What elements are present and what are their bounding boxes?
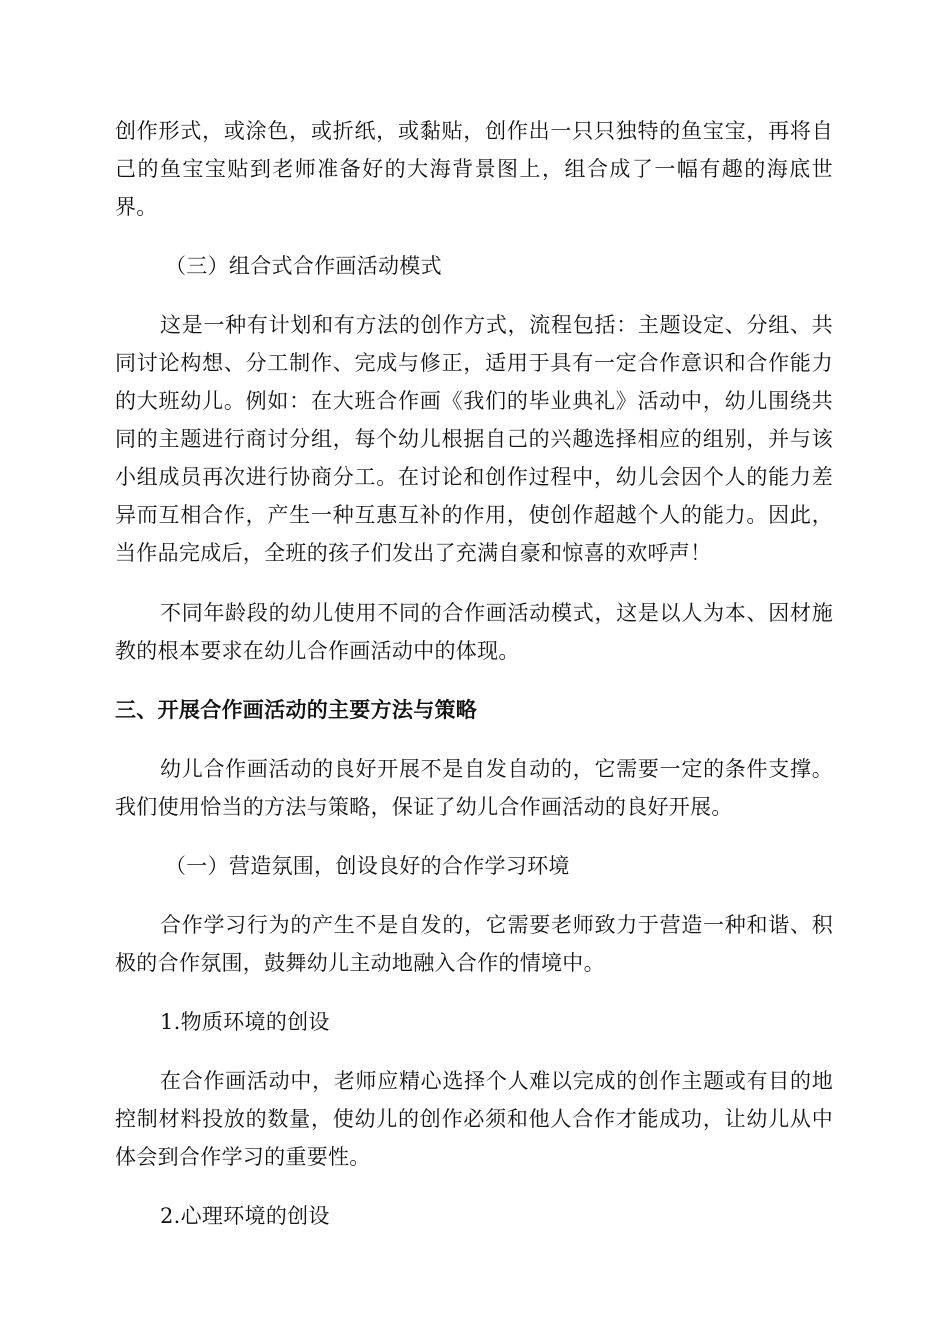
paragraph-continuation: 创作形式，或涂色，或折纸，或黏贴，创作出一只只独特的鱼宝宝，再将自己的鱼宝宝贴到老师准备好的大海背景图上，组合成了一幅有趣的海底世界。 [115, 119, 833, 219]
paragraph-age-groups: 不同年龄段的幼儿使用不同的合作画活动模式，这是以人为本、因材施教的根本要求在幼儿合作画活动中的体现。 [115, 601, 833, 663]
paragraph-combined-mode: 这是一种有计划和有方法的创作方式，流程包括：主题设定、分组、共同讨论构想、分工制作、完成与修正，适用于具有一定合作意识和合作能力的大班幼儿。例如：在大班合作画《我们的毕业典礼》活动中，幼儿围绕共同的主题进行商讨分组，每个幼儿根据自己的兴趣选择相应的组别，并与该小组成员再次进行协商分工。在讨论和创作过程中，幼儿会因个人的能力差异而互相合作，产生一种互惠互补的作用，使创作超越个人的能力。因此，当作品完成后，全班的孩子们发出了充满自豪和惊喜的欢呼声！ [115, 313, 833, 565]
paragraph-material-environment: 在合作画活动中，老师应精心选择个人难以完成的创作主题或有目的地控制材料投放的数量，使幼儿的创作必须和他人合作才能成功，让幼儿从中体会到合作学习的重要性。 [115, 1069, 833, 1169]
subheading-combined-mode: （三）组合式合作画活动模式 [165, 254, 442, 278]
document-body [115, 112, 833, 1235]
subheading-material-environment: 1.物质环境的创设 [160, 1010, 330, 1034]
section-heading-methods: 三、开展合作画活动的主要方法与策略 [115, 697, 478, 722]
subheading-psychological-environment: 2.心理环境的创设 [160, 1204, 330, 1228]
paragraph-methods-intro: 幼儿合作画活动的良好开展不是自发自动的，它需要一定的条件支撑。我们使用恰当的方法与策略，保证了幼儿合作画活动的良好开展。 [115, 757, 833, 819]
subheading-atmosphere: （一）营造氛围，创设良好的合作学习环境 [165, 854, 570, 878]
paragraph-atmosphere: 合作学习行为的产生不是自发的，它需要老师致力于营造一种和谐、积极的合作氛围，鼓舞幼儿主动地融入合作的情境中。 [115, 913, 833, 975]
